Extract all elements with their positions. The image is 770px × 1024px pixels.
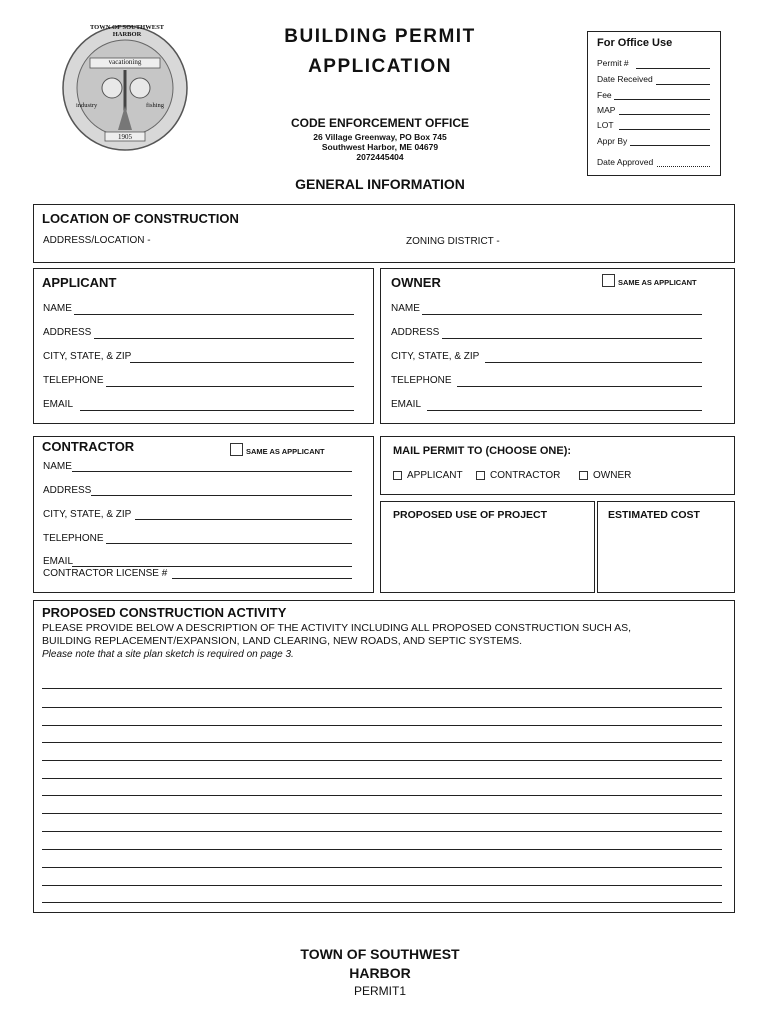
- activity-line[interactable]: [42, 778, 722, 779]
- office-map-label: MAP: [597, 105, 616, 115]
- page-title-line2: APPLICATION: [308, 56, 452, 77]
- zoning-district-label: ZONING DISTRICT -: [406, 236, 500, 247]
- location-address-label: ADDRESS/LOCATION -: [43, 235, 151, 246]
- activity-line[interactable]: [42, 849, 722, 850]
- contractor-same-checkbox[interactable]: [230, 443, 243, 456]
- activity-note: Please note that a site plan sketch is required on page 3.: [42, 649, 294, 660]
- office-date-approved-field[interactable]: [657, 166, 710, 167]
- mail-option-applicant[interactable]: [393, 470, 463, 481]
- activity-line[interactable]: [42, 813, 722, 814]
- owner-telephone-field[interactable]: [457, 386, 702, 387]
- contractor-title: CONTRACTOR: [42, 439, 135, 454]
- office-name: CODE ENFORCEMENT OFFICE: [290, 116, 469, 130]
- seal-banner-text: vacationing: [108, 58, 142, 66]
- activity-instruction-2: BUILDING REPLACEMENT/EXPANSION, LAND CLEARING, NEW ROADS, AND SEPTIC SYSTEMS.: [42, 635, 522, 647]
- estimated-cost-section[interactable]: [597, 501, 735, 593]
- proposed-use-title: PROPOSED USE OF PROJECT: [393, 509, 548, 521]
- contractor-telephone-label: TELEPHONE: [43, 533, 104, 544]
- applicant-address-label: ADDRESS: [43, 327, 92, 338]
- owner-address-field[interactable]: [442, 338, 702, 339]
- office-fee-field[interactable]: [614, 99, 710, 100]
- office-permit-label: Permit #: [597, 58, 629, 68]
- section-title: GENERAL INFORMATION: [295, 176, 465, 192]
- office-map-field[interactable]: [619, 114, 710, 115]
- office-permit-field[interactable]: [636, 68, 710, 69]
- applicant-name-label: NAME: [43, 303, 72, 314]
- activity-line[interactable]: [42, 902, 722, 903]
- applicant-title: APPLICANT: [42, 275, 117, 290]
- activity-section: [33, 600, 735, 913]
- mail-applicant-label: APPLICANT: [407, 470, 463, 481]
- footer-form-code: PERMIT1: [353, 984, 406, 998]
- contractor-name-field[interactable]: [72, 471, 352, 472]
- page-title-line1: BUILDING PERMIT: [284, 26, 476, 47]
- office-date-received-label: Date Received: [597, 74, 653, 84]
- activity-line[interactable]: [42, 742, 722, 743]
- mail-permit-title: MAIL PERMIT TO (CHOOSE ONE):: [393, 445, 572, 457]
- activity-line[interactable]: [42, 725, 722, 726]
- contractor-city-field[interactable]: [135, 519, 352, 520]
- contractor-address-field[interactable]: [91, 495, 352, 496]
- proposed-use-section[interactable]: [380, 501, 595, 593]
- footer-town-line1: TOWN OF SOUTHWEST: [300, 946, 460, 962]
- applicant-section: [33, 268, 374, 424]
- office-appr-by-field[interactable]: [630, 145, 710, 146]
- applicant-email-label: EMAIL: [43, 399, 74, 410]
- location-section: [33, 204, 735, 263]
- mail-option-owner[interactable]: [579, 470, 631, 481]
- contractor-license-label: CONTRACTOR LICENSE #: [43, 568, 168, 579]
- seal-ring-text: TOWN OF SOUTHWEST HARBOR: [89, 24, 165, 38]
- office-lot-label: LOT: [597, 120, 614, 130]
- office-appr-by-label: Appr By: [597, 136, 628, 146]
- footer-town-line2: HARBOR: [349, 965, 411, 981]
- owner-city-field[interactable]: [485, 362, 702, 363]
- estimated-cost-title: ESTIMATED COST: [608, 509, 700, 521]
- owner-telephone-label: TELEPHONE: [391, 375, 452, 386]
- office-address2: Southwest Harbor, ME 04679: [321, 142, 439, 152]
- activity-line[interactable]: [42, 831, 722, 832]
- office-use-box: [587, 31, 721, 176]
- contractor-same-label: SAME AS APPLICANT: [246, 447, 325, 456]
- activity-line[interactable]: [42, 688, 722, 689]
- owner-city-label: CITY, STATE, & ZIP: [391, 351, 480, 362]
- contractor-email-label: EMAIL: [43, 556, 74, 567]
- mail-owner-label: OWNER: [593, 470, 632, 481]
- contractor-name-label: NAME: [43, 461, 72, 472]
- location-address-field[interactable]: [154, 231, 394, 249]
- owner-section: [380, 268, 735, 424]
- contractor-city-label: CITY, STATE, & ZIP: [43, 509, 132, 520]
- owner-same-checkbox[interactable]: [602, 274, 615, 287]
- applicant-telephone-field[interactable]: [106, 386, 354, 387]
- zoning-district-field[interactable]: [504, 231, 724, 249]
- applicant-city-field[interactable]: [130, 362, 354, 363]
- activity-line[interactable]: [42, 885, 722, 886]
- activity-line[interactable]: [42, 707, 722, 708]
- applicant-address-field[interactable]: [94, 338, 354, 339]
- office-fee-label: Fee: [597, 90, 612, 100]
- activity-title: PROPOSED CONSTRUCTION ACTIVITY: [42, 605, 287, 620]
- owner-address-label: ADDRESS: [391, 327, 440, 338]
- contractor-email-field[interactable]: [72, 566, 352, 567]
- contractor-telephone-field[interactable]: [106, 543, 352, 544]
- owner-same-as-applicant[interactable]: [602, 274, 697, 287]
- mail-contractor-checkbox[interactable]: [476, 471, 485, 480]
- seal-left-text: industry: [76, 102, 98, 109]
- office-lot-field[interactable]: [619, 129, 710, 130]
- town-seal: [60, 18, 190, 158]
- activity-instruction-1: PLEASE PROVIDE BELOW A DESCRIPTION OF THE ACTIVITY INCLUDING ALL PROPOSED CONSTRUCTION SUCH AS,: [42, 622, 632, 634]
- applicant-telephone-label: TELEPHONE: [43, 375, 104, 386]
- activity-line[interactable]: [42, 867, 722, 868]
- office-address1: 26 Village Greenway, PO Box 745: [313, 132, 447, 142]
- mail-applicant-checkbox[interactable]: [393, 471, 402, 480]
- contractor-license-field[interactable]: [172, 578, 352, 579]
- activity-line[interactable]: [42, 795, 722, 796]
- seal-year: 1905: [118, 133, 132, 141]
- mail-contractor-label: CONTRACTOR: [490, 470, 561, 481]
- mail-option-contractor[interactable]: [476, 470, 560, 481]
- owner-email-label: EMAIL: [391, 399, 422, 410]
- applicant-email-field[interactable]: [80, 410, 354, 411]
- mail-owner-checkbox[interactable]: [579, 471, 588, 480]
- mail-permit-section: [380, 436, 735, 495]
- contractor-section: [33, 436, 374, 593]
- owner-name-field[interactable]: [422, 314, 702, 315]
- owner-title: OWNER: [391, 275, 441, 290]
- contractor-same-as-applicant[interactable]: [230, 443, 325, 456]
- location-title: LOCATION OF CONSTRUCTION: [42, 211, 239, 226]
- owner-email-field[interactable]: [427, 410, 702, 411]
- owner-same-label: SAME AS APPLICANT: [618, 278, 697, 287]
- seal-right-text: fishing: [146, 102, 165, 109]
- applicant-name-field[interactable]: [74, 314, 354, 315]
- office-date-approved-label: Date Approved: [597, 157, 654, 167]
- office-use-title: For Office Use: [597, 37, 673, 49]
- applicant-city-label: CITY, STATE, & ZIP: [43, 351, 132, 362]
- contractor-address-label: ADDRESS: [43, 485, 92, 496]
- office-phone: 2072445404: [356, 152, 404, 162]
- owner-name-label: NAME: [391, 303, 420, 314]
- activity-line[interactable]: [42, 760, 722, 761]
- office-date-received-field[interactable]: [656, 84, 710, 85]
